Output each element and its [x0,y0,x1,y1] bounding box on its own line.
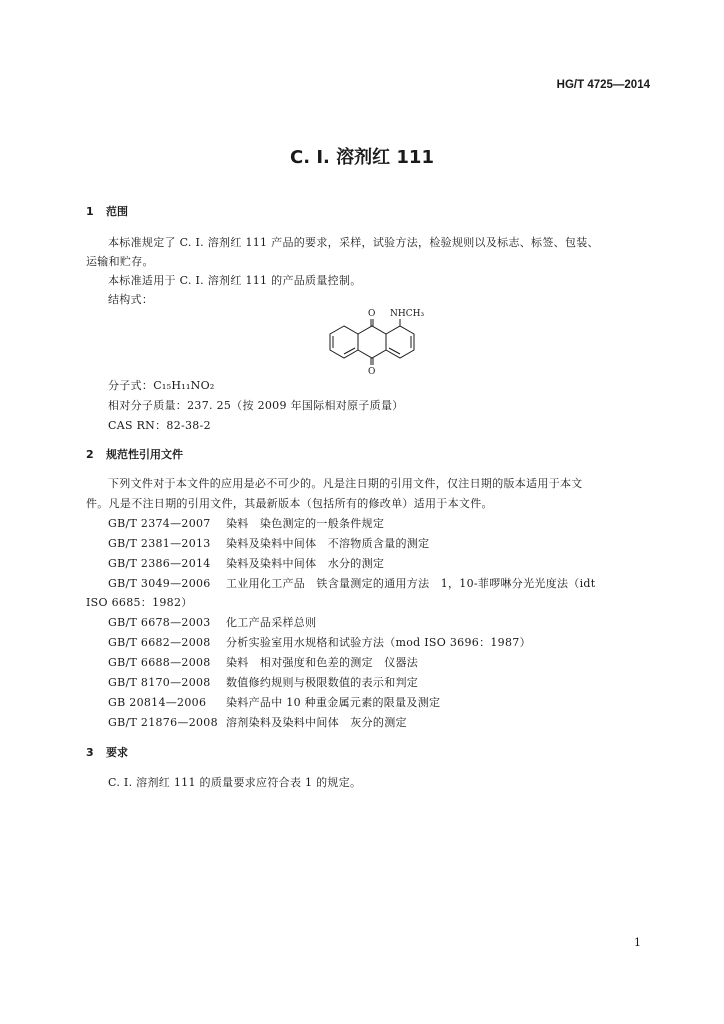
reference-code: GB/T 3049—2006 [108,577,211,590]
reference-item [108,634,531,650]
carbonyl-o-top: O [368,309,376,319]
reference-title: 染料产品中 10 种重金属元素的限量及测定 [226,696,441,709]
section-2-heading [86,446,183,462]
standard-code: HG/T 4725—2014 [556,79,650,91]
reference-title: 化工产品采样总则 [226,616,317,629]
cas-number: CAS RN：82-38-2 [108,419,211,432]
reference-item [108,535,429,551]
references-intro-line-2: 件。凡是不注日期的引用文件，其最新版本（包括所有的修改单）适用于本文件。 [86,497,493,510]
reference-title: 染料 相对强度和色差的测定 仪器法 [226,656,419,669]
reference-item [108,714,407,730]
reference-title: 染料 染色测定的一般条件规定 [226,517,385,530]
reference-title: 分析实验室用水规格和试验方法（mod ISO 3696：1987） [226,636,531,649]
reference-title: 数值修约规则与极限数值的表示和判定 [226,676,419,689]
section-3-heading [86,744,128,760]
section-number: 1 [86,205,94,218]
reference-title: 染料及染料中间体 水分的测定 [226,557,385,570]
reference-code: GB/T 2381—2013 [108,537,211,550]
requirements-text: C. I. 溶剂红 111 的质量要求应符合表 1 的规定。 [108,776,362,789]
section-title: 要求 [106,746,128,759]
reference-code: GB/T 2386—2014 [108,557,211,570]
reference-code: GB/T 8170—2008 [108,676,211,689]
reference-item [108,555,384,571]
substituent-label: NHCH₃ [390,309,425,319]
reference-item [108,575,596,591]
scope-paragraph-line-1: 本标准规定了 C. I. 溶剂红 111 产品的要求，采样，试验方法，检验规则以及标志、标签、包装、 [108,236,599,249]
references-intro-line-1: 下列文件对于本文件的应用是必不可少的。凡是注日期的引用文件，仅注日期的版本适用于本文 [108,477,583,490]
section-number: 2 [86,448,94,461]
section-1-heading [86,203,128,219]
reference-code: GB 20814—2006 [108,696,207,709]
reference-title: 染料及染料中间体 不溶物质含量的测定 [226,537,430,550]
reference-code: GB/T 6682—2008 [108,636,211,649]
page-number: 1 [634,936,641,949]
structural-formula [318,304,428,376]
molecular-mass: 相对分子质量：237. 25（按 2009 年国际相对原子质量） [108,399,404,412]
section-title: 规范性引用文件 [106,448,183,461]
reference-code: GB/T 21876—2008 [108,716,218,729]
reference-code: GB/T 6678—2003 [108,616,211,629]
section-number: 3 [86,746,94,759]
reference-item [108,654,418,670]
reference-code: GB/T 6688—2008 [108,656,211,669]
reference-code: GB/T 2374—2007 [108,517,211,530]
carbonyl-o-bottom: O [368,367,376,376]
structure-label: 结构式： [108,293,154,306]
reference-item [108,674,418,690]
molecular-formula: 分子式：C₁₅H₁₁NO₂ [108,379,215,392]
page-title: C. I. 溶剂红 111 [290,147,434,168]
reference-item [108,515,384,531]
scope-paragraph-line-2: 运输和贮存。 [86,255,154,268]
section-title: 范围 [106,205,128,218]
reference-title: 工业用化工产品 铁含量测定的通用方法 1，10-菲啰啉分光光度法（idt [226,577,596,590]
scope-applicability: 本标准适用于 C. I. 溶剂红 111 的产品质量控制。 [108,274,362,287]
reference-title: 溶剂染料及染料中间体 灰分的测定 [226,716,407,729]
reference-item [108,694,440,710]
reference-continuation: ISO 6685：1982） [86,596,193,609]
reference-item [108,614,316,630]
